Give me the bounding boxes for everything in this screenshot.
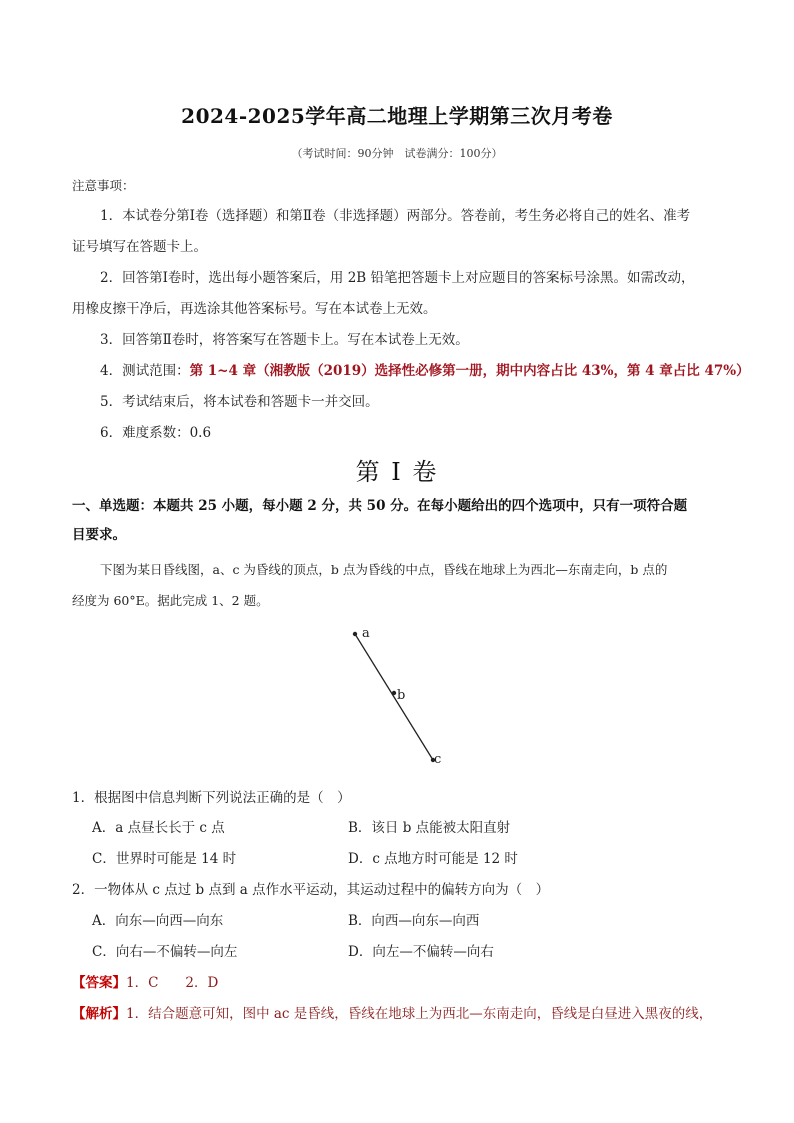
exam-info: （考试时间：90分钟 试卷满分：100分） xyxy=(291,147,503,160)
dusk-line xyxy=(355,634,433,760)
notice-heading: 注意事项： xyxy=(72,178,135,193)
analysis-label: 【解析】 xyxy=(72,1006,126,1022)
notice-item-3: 3．回答第Ⅱ卷时，将答案写在答题卡上。写在本试卷上无效。 xyxy=(100,332,469,348)
label-c: c xyxy=(434,752,442,767)
notice-item-4 xyxy=(100,361,750,381)
question-2-stem: 2．一物体从 c 点过 b 点到 a 点作水平运动，其运动过程中的偏转方向为（ ） xyxy=(72,882,550,898)
analysis-text: 1．结合题意可知，图中 ac 是昏线，昏线在地球上为西北—东南走向，昏线是白昼进入黑夜的线， xyxy=(126,1006,713,1022)
page-title: 2024-2025学年高二地理上学期第三次月考卷 xyxy=(181,104,613,128)
intro-line-1: 下图为某日昏线图，a、c 为昏线的顶点，b 点为昏线的中点，昏线在地球上为西北—东南走向，b 点的 xyxy=(100,562,668,577)
notice-item-1-line-1: 1．本试卷分第Ⅰ卷（选择题）和第Ⅱ卷（非选择题）两部分。答卷前，考生务必将自己的姓名、准考 xyxy=(100,208,691,224)
question-1-option-b: B．该日 b 点能被太阳直射 xyxy=(348,820,511,836)
notice-item-4-prefix: 4．测试范围： xyxy=(100,363,190,379)
question-2-option-b: B．向西—向东—向西 xyxy=(348,913,480,929)
question-2-option-a: A．向东—向西—向东 xyxy=(92,913,224,929)
question-2-option-c: C．向右—不偏转—向左 xyxy=(92,944,238,960)
notice-item-5: 5．考试结束后，将本试卷和答题卡一并交回。 xyxy=(100,394,379,410)
question-1-stem: 1．根据图中信息判断下列说法正确的是（ ） xyxy=(72,790,351,806)
question-1-option-a: A．a 点昼长长于 c 点 xyxy=(92,820,225,836)
answer-text: 1．C 2．D xyxy=(126,975,219,991)
terminator-line-figure xyxy=(340,620,460,780)
answer-label: 【答案】 xyxy=(72,975,126,991)
question-1-option-d: D．c 点地方时可能是 12 时 xyxy=(348,851,518,867)
notice-item-6: 6．难度系数：0.6 xyxy=(100,425,212,441)
point-a xyxy=(353,632,357,636)
notice-item-2-line-2: 用橡皮擦干净后，再选涂其他答案标号。写在本试卷上无效。 xyxy=(72,301,437,317)
point-b xyxy=(392,691,396,695)
notice-item-1-line-2: 证号填写在答题卡上。 xyxy=(72,239,207,255)
question-1-option-c: C．世界时可能是 14 时 xyxy=(92,851,237,867)
notice-item-2-line-1: 2．回答第Ⅰ卷时，选出每小题答案后，用 2B 铅笔把答题卡上对应题目的答案标号涂黑。如需改动， xyxy=(100,270,695,286)
analysis-line xyxy=(72,1004,712,1024)
test-range: 第 1~4 章（湘教版（2019）选择性必修第一册，期中内容占比 43%，第 4 章占比 47%） xyxy=(189,363,750,379)
label-a: a xyxy=(362,626,370,641)
intro-line-2: 经度为 60°E。据此完成 1、2 题。 xyxy=(72,593,269,608)
question-2-option-d: D．向左—不偏转—向右 xyxy=(348,944,494,960)
section-1-heading-line-1: 一、单选题：本题共 25 小题，每小题 2 分，共 50 分。在每小题给出的四个选项中，只有一项符合题 xyxy=(72,498,688,514)
section-1-heading-line-2: 目要求。 xyxy=(72,527,126,543)
answer-line xyxy=(72,973,218,993)
label-b: b xyxy=(397,688,406,703)
volume-title: 第 I 卷 xyxy=(355,458,439,486)
